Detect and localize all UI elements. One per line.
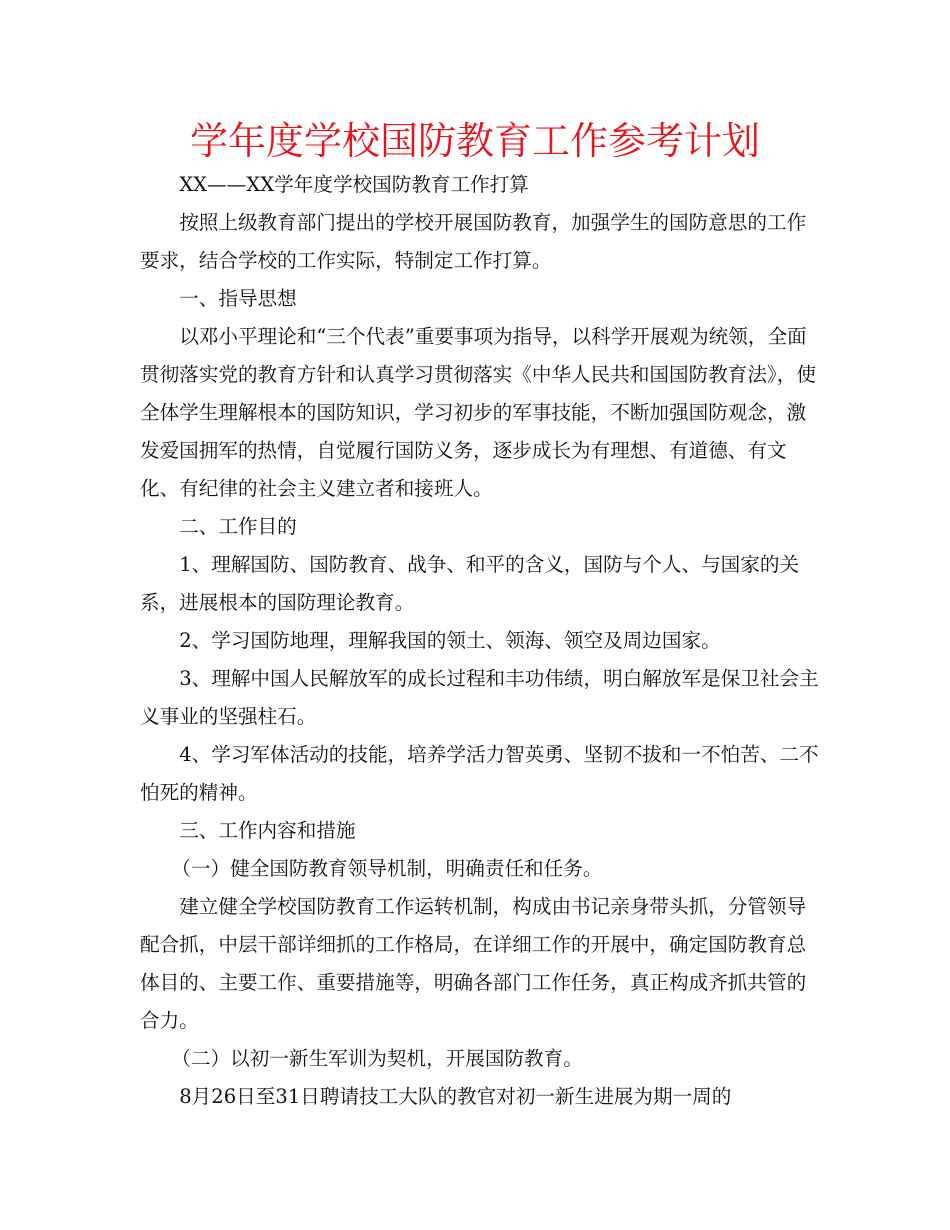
- plan-subtitle: XX——XX学年度学校国防教育工作打算: [179, 173, 529, 196]
- leadership-mechanism-paragraph: 建立健全学校国防教育工作运转机制，构成由书记亲身带头抓，分管领导配合抓，中层干部详细抓的工作格局，在详细工作的开展中，确定国防教育总体目的、主要工作、重要措施等，明确各部门工作任务，真正构成齐抓共管的合力。: [140, 895, 807, 1032]
- section-heading-content-measures: 三、工作内容和措施: [179, 819, 356, 842]
- document-title: 学年度学校国防教育工作参考计划: [189, 119, 760, 163]
- section-heading-work-goals: 二、工作目的: [179, 515, 297, 538]
- goal-item-2: 2、学习国防地理，理解我国的领土、领海、领空及周边国家。: [179, 629, 721, 652]
- subheading-leadership-mechanism: （一）健全国防教育领导机制，明确责任和任务。: [171, 857, 603, 880]
- goal-item-4: 4、学习军体活动的技能，培养学活力智英勇、坚韧不拔和一不怕苦、二不怕死的精神。: [140, 743, 819, 804]
- guiding-thought-paragraph: 以邓小平理论和“三个代表”重要事项为指导，以科学开展观为统领，全面贯彻落实党的教育方针和认真学习贯彻落实《中华人民共和国国防教育法》，使全体学生理解根本的国防知识，学习初步的军事技能，不断加强国防观念，激发爱国拥军的热情，自觉履行国防义务，逐步成长为有理想、有道德、有文化、有纪律的社会主义建立者和接班人。: [140, 325, 816, 500]
- section-heading-guiding-thought: 一、指导思想: [179, 287, 297, 310]
- document-body: [140, 166, 820, 1116]
- goal-item-3: 3、理解中国人民解放军的成长过程和丰功伟绩，明白解放军是保卫社会主义事业的坚强柱石。: [140, 667, 819, 728]
- subheading-military-training: （二）以初一新生军训为契机，开展国防教育。: [171, 1047, 583, 1070]
- intro-paragraph: 按照上级教育部门提出的学校开展国防教育，加强学生的国防意思的工作要求，结合学校的工作实际，特制定工作打算。: [140, 211, 807, 272]
- military-training-paragraph: 8月26日至31日聘请技工大队的教官对初一新生进展为期一周的: [179, 1085, 732, 1108]
- goal-item-1: 1、理解国防、国防教育、战争、和平的含义，国防与个人、与国家的关系，进展根本的国防理论教育。: [140, 553, 800, 614]
